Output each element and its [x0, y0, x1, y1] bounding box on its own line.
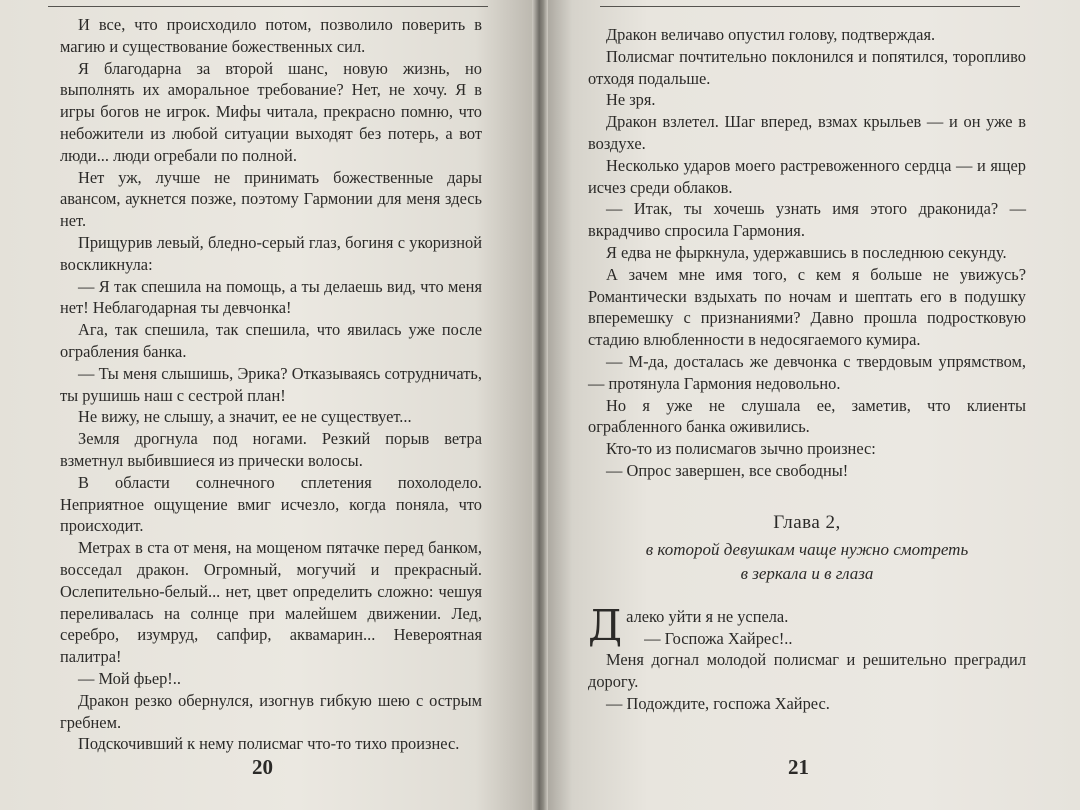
drop-cap: Д: [588, 600, 623, 650]
paragraph: Я едва не фыркнула, удержавшись в последнюю секунду.: [606, 242, 1007, 262]
header-rule: [600, 6, 1020, 7]
paragraph: Несколько ударов моего растревоженного сердца — и ящер исчез среди облаков.: [588, 155, 1026, 197]
paragraph: В области солнечного сплетения похолодело. Неприятное ощущение вмиг исчезло, когда поняла, что происходит.: [60, 472, 482, 536]
paragraph: А зачем мне имя того, с кем я больше не увижусь? Романтически вздыхать по ночам и шептать его в подушку вперемешку с признаниями? Давно прошла подростковую стадию влюбленности в недосягаемого кумира.: [588, 264, 1026, 350]
paragraph: Я благодарна за второй шанс, новую жизнь, но выполнять их аморальное требование? Нет, не хочу. Я в игры богов не игрок. Мифы читала, прекрасно помню, что небожители из любой ситуации выходят без потерь, а вот люди... люди огребали по полной.: [60, 58, 482, 165]
paragraph: — Итак, ты хочешь узнать имя этого драконида? — вкрадчиво спросила Гармония.: [588, 199, 1026, 241]
right-text-column: [588, 24, 1026, 715]
chapter-title: Глава 2,: [773, 511, 841, 533]
paragraph: Подскочивший к нему полисмаг что-то тихо произнес.: [78, 734, 460, 754]
paragraph: Но я уже не слушала ее, заметив, что клиенты ограбленного банка оживились.: [588, 395, 1026, 437]
paragraph: — Мой фьер!..: [78, 668, 181, 688]
chapter-subtitle: [588, 538, 1026, 586]
paragraph: Земля дрогнула под ногами. Резкий порыв ветра взметнул выбившиеся из прически волосы.: [60, 429, 482, 470]
page-number-right: 21: [788, 755, 809, 779]
paragraph: — Подождите, госпожа Хайрес.: [606, 693, 830, 713]
paragraph: — Госпожа Хайрес!..: [644, 628, 793, 648]
paragraph: Меня догнал молодой полисмаг и решительно преградил дорогу.: [588, 650, 1026, 692]
paragraph: Не вижу, не слышу, а значит, ее не существует...: [78, 407, 412, 427]
paragraph: Дракон взлетел. Шаг вперед, взмах крыльев — и он уже в воздухе.: [588, 112, 1026, 153]
paragraph: Прищурив левый, бледно-серый глаз, богиня с укоризной воскликнула:: [60, 232, 482, 274]
chapter-subtitle-line: в зеркала и в глаза: [740, 563, 874, 583]
paragraph: — Я так спешила на помощь, а ты делаешь вид, что меня нет! Неблагодарная ты девчонка!: [60, 276, 482, 318]
right-page: [540, 0, 1080, 810]
paragraph: Дракон резко обернулся, изогнув гибкую шею с острым гребнем.: [60, 690, 482, 732]
page-number-left: 20: [252, 755, 273, 779]
paragraph: Не зря.: [606, 90, 656, 110]
paragraph: Дракон величаво опустил голову, подтверждая.: [606, 25, 936, 44]
paragraph: — М-да, досталась же девчонка с твердовым упрямством, — протянула Гармония недовольно.: [588, 351, 1026, 393]
paragraph: Нет уж, лучше не принимать божественные дары авансом, аукнется позже, поэтому Гармонии для меня здесь нет.: [60, 167, 482, 231]
book-gutter: [532, 0, 548, 810]
paragraph: — Опрос завершен, все свободны!: [606, 460, 849, 480]
first-paragraph-text: алеко уйти я не успела.: [626, 606, 789, 626]
paragraph: И все, что происходило потом, позволило поверить в магию и существование божественных сил.: [60, 15, 482, 56]
left-text-column: [60, 14, 482, 755]
paragraph: Метрах в ста от меня, на мощеном пятачке перед банком, восседал дракон. Огромный, могучий и прекрасный. Ослепительно-белый... нет, цвет определить сложно: чешуя переливалась на солнце при малейшем движении. Лед, серебро, изумруд, сапфир, аквамарин... Невероятная палитра!: [60, 538, 482, 667]
paragraph: Кто-то из полисмагов зычно произнес:: [606, 439, 876, 459]
paragraph: Ага, так спешила, так спешила, что явилась уже после ограбления банка.: [60, 320, 482, 361]
header-rule: [48, 6, 488, 7]
chapter-subtitle-line: в которой девушкам чаще нужно смотреть: [645, 539, 969, 559]
paragraph: Полисмаг почтительно поклонился и попятился, торопливо отходя подальше.: [588, 46, 1026, 88]
paragraph: — Ты меня слышишь, Эрика? Отказываясь сотрудничать, ты рушишь наш с сестрой план!: [60, 363, 482, 405]
